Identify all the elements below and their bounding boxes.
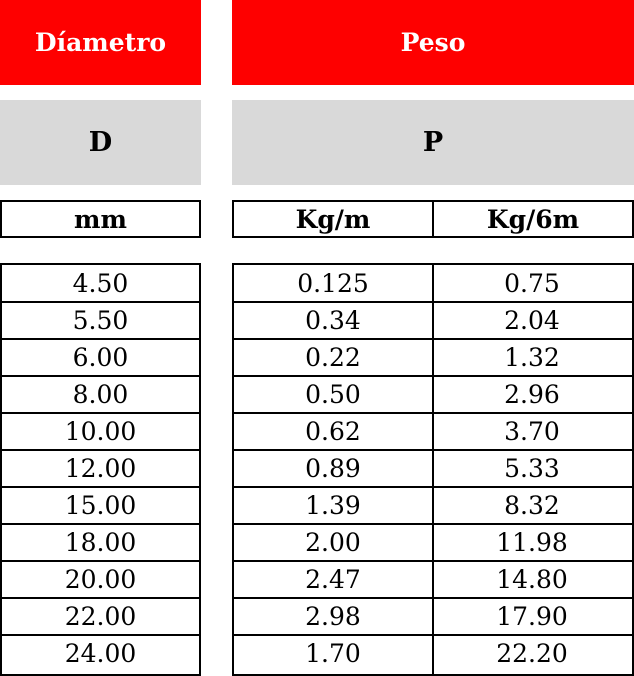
kg-per-m-cell: 0.22 — [305, 343, 361, 372]
kg-per-m-cell: 1.39 — [305, 491, 361, 520]
kg-per-6m-cell: 5.33 — [504, 454, 560, 483]
diameter-cell: 10.00 — [64, 417, 137, 446]
table-row — [2, 302, 199, 339]
table-row — [234, 265, 632, 302]
row-divider — [234, 412, 632, 414]
kg-per-6m-cell: 14.80 — [496, 565, 568, 594]
weight-symbol: P — [232, 100, 634, 185]
table-row — [234, 450, 632, 487]
row-divider — [234, 338, 632, 340]
kg-per-6m-cell: 22.20 — [496, 639, 568, 668]
kg-per-m-cell: 0.62 — [305, 417, 361, 446]
row-divider — [234, 523, 632, 525]
table-row — [234, 487, 632, 524]
row-divider — [234, 597, 632, 599]
table-row — [2, 265, 199, 302]
table-row — [234, 524, 632, 561]
table-row — [2, 487, 199, 524]
row-divider — [2, 449, 199, 451]
table-row — [2, 339, 199, 376]
weight-unit-per-6m: Kg/6m — [486, 204, 580, 234]
row-divider — [2, 634, 199, 636]
table-row — [2, 413, 199, 450]
row-divider — [2, 597, 199, 599]
kg-per-6m-cell: 1.32 — [504, 343, 560, 372]
row-divider — [234, 301, 632, 303]
diameter-unit: mm — [0, 200, 201, 238]
diameter-cell: 22.00 — [64, 602, 137, 631]
kg-per-m-cell: 2.00 — [305, 528, 361, 557]
kg-per-m-cell: 1.70 — [305, 639, 361, 668]
diameter-cell: 15.00 — [64, 491, 137, 520]
diameter-cell: 24.00 — [64, 639, 137, 668]
diameter-cell: 5.50 — [72, 306, 129, 335]
table-row — [2, 598, 199, 635]
row-divider — [234, 486, 632, 488]
diameter-cell: 8.00 — [72, 380, 129, 409]
diameter-cell: 20.00 — [64, 565, 137, 594]
weight-unit-per-m: Kg/m — [295, 204, 371, 234]
diameter-table — [0, 263, 201, 676]
table-row — [2, 450, 199, 487]
table-row — [2, 561, 199, 598]
kg-per-6m-cell: 2.04 — [504, 306, 560, 335]
table-row — [234, 598, 632, 635]
kg-per-m-cell: 2.47 — [305, 565, 361, 594]
kg-per-6m-cell: 2.96 — [504, 380, 560, 409]
row-divider — [2, 375, 199, 377]
kg-per-m-cell: 0.34 — [305, 306, 361, 335]
row-divider — [234, 375, 632, 377]
kg-per-6m-cell: 17.90 — [496, 602, 568, 631]
diameter-cell: 6.00 — [72, 343, 129, 372]
row-divider — [2, 523, 199, 525]
weight-unit-header — [232, 200, 634, 238]
row-divider — [2, 412, 199, 414]
diameter-cell: 4.50 — [72, 269, 129, 298]
weight-table — [232, 263, 634, 676]
diameter-cell: 18.00 — [64, 528, 137, 557]
row-divider — [2, 486, 199, 488]
kg-per-6m-cell: 11.98 — [496, 528, 568, 557]
table-row — [234, 302, 632, 339]
kg-per-6m-cell: 0.75 — [504, 269, 560, 298]
kg-per-m-cell: 0.125 — [297, 269, 369, 298]
table-row — [2, 376, 199, 413]
diameter-cell: 12.00 — [64, 454, 137, 483]
row-divider — [2, 338, 199, 340]
row-divider — [234, 634, 632, 636]
table-row — [234, 561, 632, 598]
diameter-title: Díametro — [0, 0, 201, 85]
table-row — [2, 524, 199, 561]
table-row — [2, 635, 199, 672]
row-divider — [234, 560, 632, 562]
diameter-symbol: D — [0, 100, 201, 185]
kg-per-m-cell: 0.89 — [305, 454, 361, 483]
row-divider — [2, 560, 199, 562]
row-divider — [2, 301, 199, 303]
row-divider — [234, 449, 632, 451]
kg-per-m-cell: 2.98 — [305, 602, 361, 631]
table-row — [234, 339, 632, 376]
table-row — [234, 413, 632, 450]
kg-per-6m-cell: 3.70 — [504, 417, 560, 446]
table-row — [234, 635, 632, 672]
kg-per-6m-cell: 8.32 — [504, 491, 560, 520]
kg-per-m-cell: 0.50 — [305, 380, 361, 409]
table-row — [234, 376, 632, 413]
weight-title: Peso — [232, 0, 634, 85]
